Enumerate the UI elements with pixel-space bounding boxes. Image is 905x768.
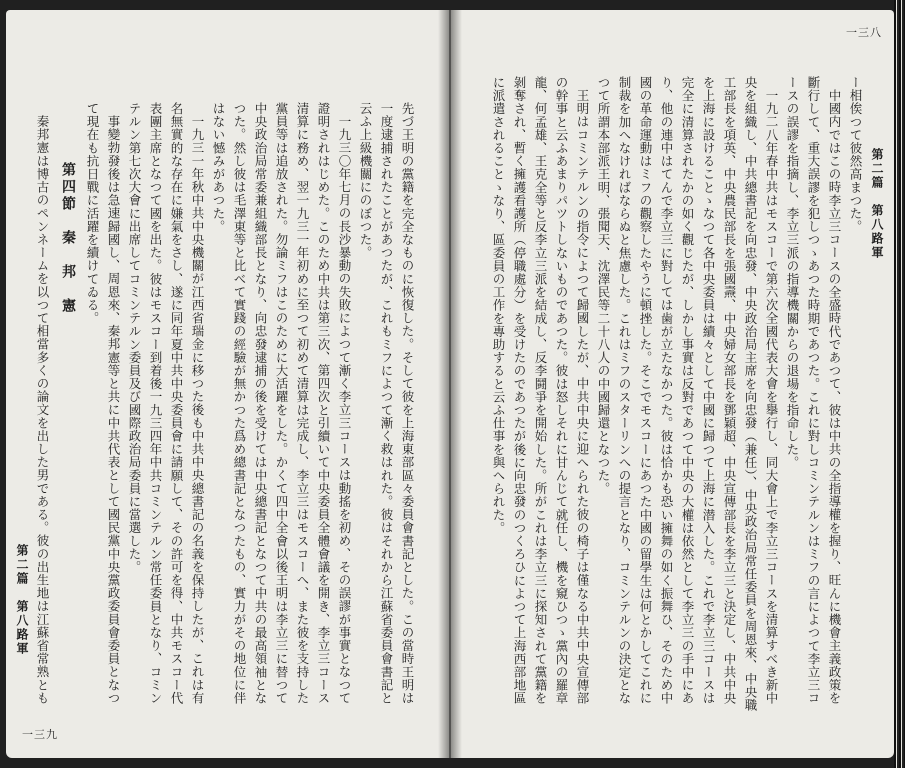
paragraph [486,76,488,716]
right-page-body [486,76,866,716]
book-gutter [438,10,462,758]
paragraph: 王明はコミンテルンの指令によつて歸國したが、中共中央に迎へられた彼の椅子は僅なる中共中央宣傳部の幹事と云ふあまりパツトしないものであつた。彼は怒しそれに甘んじて就任し、機を窺ひつゝ黨內の羅章龍、何孟雄、王克全等と反李立三派を結成し、反李鬪爭を開始した。所がこれは李立三に探知されて黨籍を剝奪され、暫く擁護看護所（停職處分）を受けたのであつたが後に向忠發のつくろひによつて上海西部地區に派遣されることゝなり、區委員の工作を專助すると云ふ仕事を與へられた。 [491,76,590,705]
page-number: 一三九 [22,728,58,741]
running-header: 第二篇 第八路軍 [870,148,884,260]
paragraph: 中國内ではこの時李立三コースの全盛時代であつて、彼は中共の全指導權を握り、旺んに機會主義政策を斷行して、重大誤謬を犯しつゝあつた時期であつた。これに對しコミンテルンはミフの言によつて李立三コースの誤謬を指摘し、李立三派の指導機關からの退場を指命した。 [785,76,842,705]
paragraph: 一九二八年春中共はモスコーで第六次全國代表大會を擧行し、同大會上で李立三コースを清算すべき新中央を組織し、中共總書記を向忠發、中央政治局主席を向忠發（兼任）、中央政治局常任委員を周恩來、中央職工部長を項英、中央農民部長を張國燾、中央婦女部長を鄧穎超、中央宣傳部長を李立三と決定し、中共中央を上海に設けることゝなつて各中央委員は續々として中國に歸つて上海に潜入した。これで李立三コースは完全に清算されたかの如く觀じたが、しかし事實は反對であつて中央の大權は依然として李立三の手中にあり、他の連中はてんで李立三に對しては歯が立たなかつた。彼は恰かも恐い擁舞の如く振舞ひ、そのため中國の革命運動はミフの觀察したやうに頓挫した。そこでモスコーにあつた中國の留學生は何とかしてこれに制裁を加へなければならぬと焦慮した。これはミフのスターリンへの提言となり、コミンテルンの決定となつて所謂本部派王明、張聞天、沈澤民等二十八人の中國歸還となつた。 [596,76,779,712]
paragraph: 秦邦憲は博古のペンネームを以つて相當多くの論文を出した男である。彼の出生地は江蘇省常熟とも [35,114,50,704]
page-edges [894,0,905,768]
page-number: 一三八 [846,26,882,39]
running-header: 第二篇 第八路軍 [15,544,29,656]
left-page [6,10,446,758]
paragraph: 一九三〇年七月の長沙暴動の失敗によつて漸く李立三コースは動搖を初め、その誤謬が事實となつて證明されはじめた。このため中共は第三次、第四次と引續いて中央委員全體會議を開き、李立三コース清算に務め、翌一九三一年初めに至つて初めて清算は完成し、李立三はモスコーへ、また彼を支持した黨員等は追放された。勿論ミフはこのために大活躍をした。かくて四中全會以後王明は李立三に替つて中央政治局常委兼組織部長となり、向忠發逮捕の後を受けては中央總書記となつて中共の最高領袖となつた。然し彼は毛澤東等と比べて實踐の經驗が無かつた爲め總書記となつたもの、實力がその地位に伴はない憾みがあつた。 [211,102,352,705]
paragraph: ー相俟つて彼然高まつた。 [848,76,863,234]
section-heading: 第四節 秦 邦 憲 [60,162,76,315]
paragraph: 先づ王明の黨籍を完全なものに恢復した。そして彼を上海東部區々委員會書記とした。この當時王明は一度逮捕されたことがあつたが、これもミフによつて漸く救はれた。彼はそれから江蘇省委員會書記と云ふ上級機關にのぼつた。 [358,102,415,705]
left-page-body [28,102,418,714]
paragraph: 事變勃發後は急速歸國し、周恩來、秦邦憲等と共に中共代表として國民黨中央黨政委員會委員となつて現在も抗日戰に活躍を續けてゐる。 [85,102,121,704]
paragraph: 一九三一年秋中共中央機關が江西省瑞金に移つた後も中共中央總書記の名義を保持したが、これは有名無實的な存在に嫌氣をさし、遂に同年夏中共中央委員會に請願して、その許可を得、中共モスコー代表團主席となつて國を出た。彼はモスコー到着後一九三四年中共コミンテルン常任委員となり、コミンテルン第七次大會に出席してコミンテルン委員及び國際政治局委員に當選した。 [127,102,205,705]
right-page [454,10,894,758]
